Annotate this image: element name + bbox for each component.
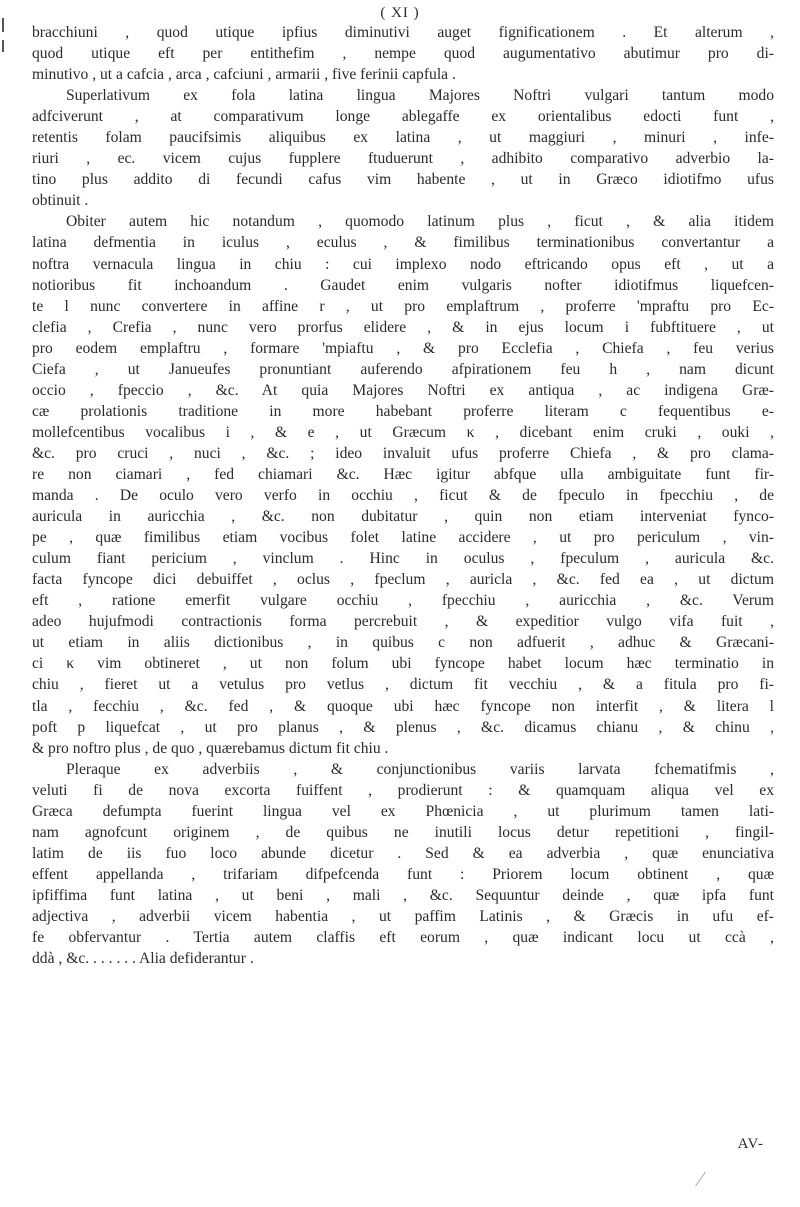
text-line: chiu , fieret ut a vetulus pro vetlus , dictum fit vecchiu , & a fitula pro fi- xyxy=(32,676,774,694)
text-line: &c. pro cruci , nuci , &c. ; ideo invaluit ufus proferre Chiefa , & pro clama- xyxy=(32,444,774,462)
text-line: ci κ vim obtineret , ut non folum ubi fyncope habet locum hæc terminatio in xyxy=(32,655,774,673)
text-line: quod utique eft per entithefim , nempe quod augumentativo abutimur pro di- xyxy=(32,45,774,63)
text-line: fe obfervantur . Tertia autem claffis eft eorum , quæ indicant locu ut ccà , xyxy=(32,929,774,947)
paragraph xyxy=(32,22,774,85)
text-line: re non ciamari , fed chiamari &c. Hæc igitur abfque ulla ambiguitate funt fir- xyxy=(32,465,774,483)
text-line: veluti fi de nova excorta fuiffent , prodierunt : & quamquam aliqua vel ex xyxy=(32,781,774,799)
text-line: ut etiam in aliis dictionibus , in quibus c non adfuerit , adhuc & Græcani- xyxy=(32,634,774,652)
text-line: Pleraque ex adverbiis , & conjunctionibus variis larvata fchematifmis , xyxy=(66,760,774,778)
text-line: ipfiffima funt latina , ut beni , mali , &c. Sequuntur deinde , quæ ipfa funt xyxy=(32,886,774,904)
paragraph xyxy=(32,759,774,969)
text-line: te l nunc convertere in affine r , ut pro emplaftrum , proferre 'mpraftu pro Ec- xyxy=(32,297,774,315)
text-line: Græca defumpta fuerint lingua vel ex Phœnicia , ut plurimum tamen lati- xyxy=(32,802,774,820)
paragraph xyxy=(32,85,774,211)
paragraph xyxy=(32,211,774,758)
text-line: bracchiuni , quod utique ipfius diminutivi auget fignificationem . Et alterum , xyxy=(32,24,774,41)
page-edge-mark xyxy=(2,40,4,52)
text-line: & pro noftro plus , de quo , quærebamus dictum fit chiu . xyxy=(32,739,389,757)
text-line: noftra vernacula lingua in chiu : cui implexo nodo eftricando opus eft , ut a xyxy=(32,255,774,273)
text-line: poft p liquefcat , ut pro planus , & plenus , &c. dicamus chianu , & chinu , xyxy=(32,718,774,736)
text-line: culum fiant pericium , vinclum . Hinc in oculus , fpeculum , auricula &c. xyxy=(32,550,774,568)
text-line: notioribus fit inchoandum . Gaudet enim vulgaris nofter idiotifmus liquefcen- xyxy=(32,276,774,294)
text-line: adjectiva , adverbii vicem habentia , ut paffim Latinis , & Græcis in ufu ef- xyxy=(32,907,774,925)
text-line: clefia , Crefia , nunc vero prorfus elidere , & in ejus locum i fubftituere , ut xyxy=(32,318,774,336)
text-line: obtinuit . xyxy=(32,192,89,210)
text-line: retentis folam paucifsimis aliquibus ex latina , ut maggiuri , minuri , infe- xyxy=(32,129,774,147)
text-line: adfciverunt , at comparativum longe ablegaffe ex orientalibus edocti funt , xyxy=(32,108,774,126)
text-line: cæ prolationis traditione in more habebant proferre literam c fequentibus e- xyxy=(32,402,774,420)
text-line: adeo hujufmodi contractionis forma percrebuit , & expeditior vulgo vifa fuit , xyxy=(32,613,774,631)
stray-pen-mark xyxy=(695,1172,716,1186)
text-line: auricula in auricchia , &c. non dubitatur , quin non etiam interveniat fynco- xyxy=(32,508,774,526)
text-line: Obiter autem hic notandum , quomodo latinum plus , ficut , & alia itidem xyxy=(66,213,774,231)
text-line: effent appellanda , trifariam difpefcenda funt : Priorem locum obtinent , quæ xyxy=(32,865,774,883)
text-line: riuri , ec. vicem cujus fupplere ftuduerunt , adhibito comparativo adverbio la- xyxy=(32,150,774,168)
text-line: eft , ratione emerfit vulgare occhiu , fpecchiu , auricchia , &c. Verum xyxy=(32,592,774,610)
text-line: tla , fecchiu , &c. fed , & quoque ubi hæc fyncope non interfit , & litera l xyxy=(32,697,774,715)
text-line: manda . De oculo vero verfo in occhiu , ficut & de fpeculo in fpecchiu , de xyxy=(32,487,774,505)
text-line: mollefcentibus vocalibus i , & e , ut Græcum κ , dicebant enim cruki , ouki , xyxy=(32,423,774,441)
catchword: AV- xyxy=(737,1136,764,1152)
body-text xyxy=(32,22,774,969)
text-line: facta fyncope dici debuiffet , oclus , fpeclum , auricla , &c. fed ea , ut dictum xyxy=(32,571,774,589)
page-number: ( XI ) xyxy=(380,5,420,21)
text-line: pe , quæ fimilibus etiam vocibus folet latine accidere , ut pro periculum , vin- xyxy=(32,529,774,547)
text-line: occio , fpeccio , &c. At quia Majores Noftri ex antiqua , ac indigena Græ- xyxy=(32,381,774,399)
text-line: Superlativum ex fola latina lingua Majores Noftri vulgari tantum modo xyxy=(66,87,774,105)
text-line: latina defmentia in iculus , eculus , & fimilibus terminationibus convertantur a xyxy=(32,234,774,252)
text-line: tino plus addito di fecundi cafus vim habente , ut in Græco idiotifmo ufus xyxy=(32,171,774,189)
text-line: minutivo , ut a cafcia , arca , cafciuni , armarii , five ferinii capfula . xyxy=(32,66,456,84)
text-line: latim de iis fuo loco abunde dicetur . Sed & ea adverbia , quæ enunciativa xyxy=(32,844,774,862)
text-line: Ciefa , ut Janueufes pronuntiant auferendo afpirationem feu h , nam dicunt xyxy=(32,360,774,378)
text-line: ddà , &c. . . . . . . Alia defiderantur . xyxy=(32,950,254,968)
text-line: pro eodem emplaftru , formare 'mpiaftu , & pro Ecclefia , Chiefa , feu verius xyxy=(32,339,774,357)
text-line: nam agnofcunt originem , de quibus ne inutili locus detur repetitioni , fingil- xyxy=(32,823,774,841)
